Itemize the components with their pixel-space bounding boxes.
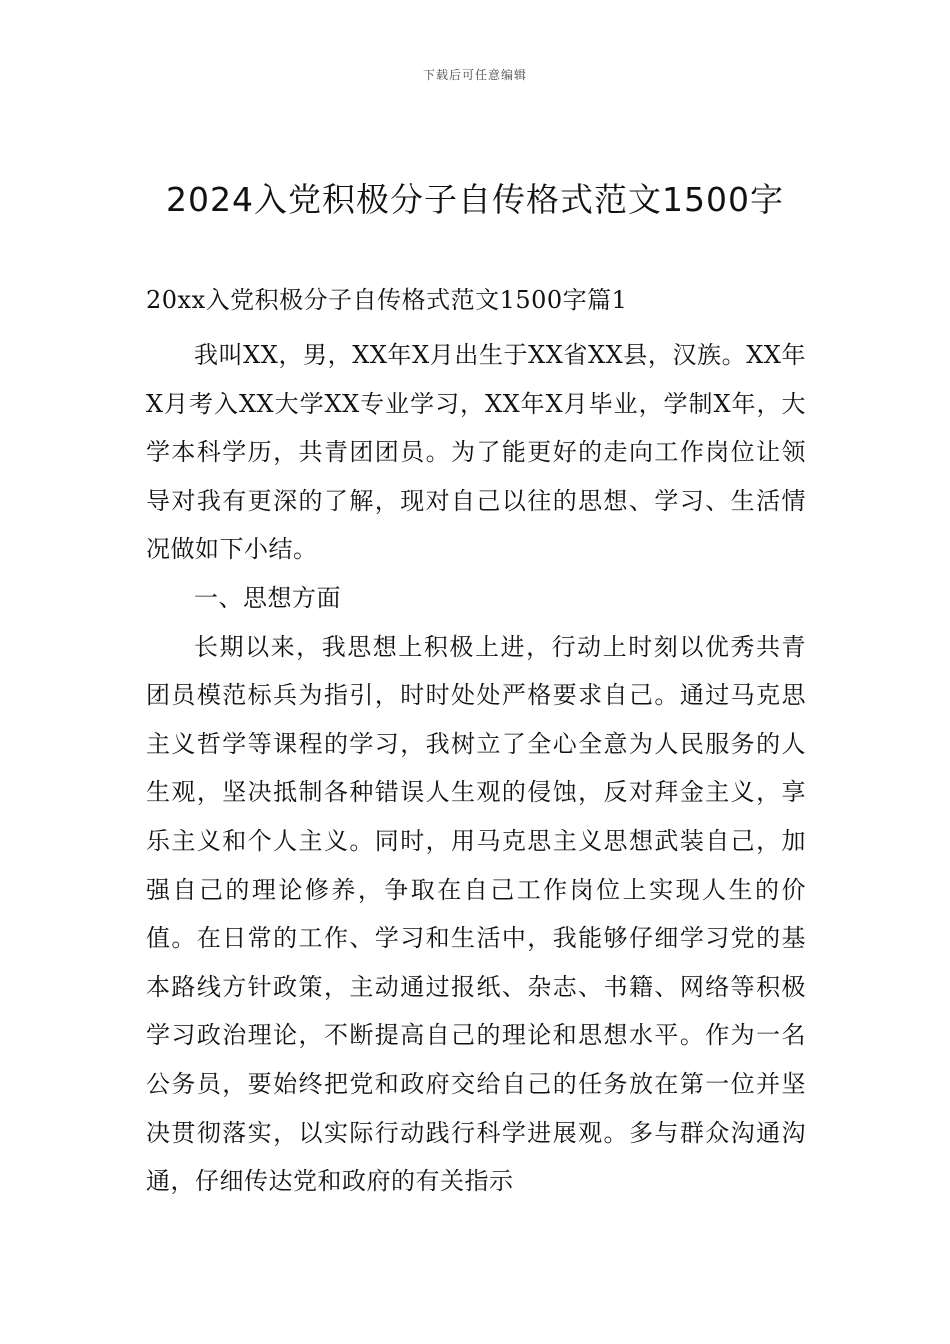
section-heading: 20xx入党积极分子自传格式范文1500字篇1 bbox=[146, 286, 628, 314]
paragraph-thought: 长期以来，我思想上积极上进，行动上时刻以优秀共青团员模范标兵为指引，时时处处严格要求自己。通过马克思主义哲学等课程的学习，我树立了全心全意为人民服务的人生观，坚决抵制各种错误人生观的侵蚀，反对拜金主义，享乐主义和个人主义。同时，用马克思主义思想武装自己，加强自己的理论修养，争取在自己工作岗位上实现人生的价值。在日常的工作、学习和生活中，我能够仔细学习党的基本路线方针政策，主动通过报纸、杂志、书籍、网络等积极学习政治理论，不断提高自己的理论和思想水平。作为一名公务员，要始终把党和政府交给自己的任务放在第一位并坚决贯彻落实，以实际行动践行科学进展观。多与群众沟通沟通，仔细传达党和政府的有关指示 bbox=[146, 632, 806, 1196]
subheading-thought: 一、思想方面 bbox=[194, 583, 341, 612]
paragraph-intro: 我叫XX，男，XX年X月出生于XX省XX县，汉族。XX年X月考入XX大学XX专业学习，XX年X月毕业，学制X年，大学本科学历，共青团团员。为了能更好的走向工作岗位让领导对我有更深的了解，现对自己以往的思想、学习、生活情况做如下小结。 bbox=[146, 341, 806, 564]
header-note: 下载后可任意编辑 bbox=[422, 68, 527, 82]
document-body bbox=[146, 281, 806, 1206]
document-title: 2024入党积极分子自传格式范文1500字 bbox=[166, 180, 784, 219]
